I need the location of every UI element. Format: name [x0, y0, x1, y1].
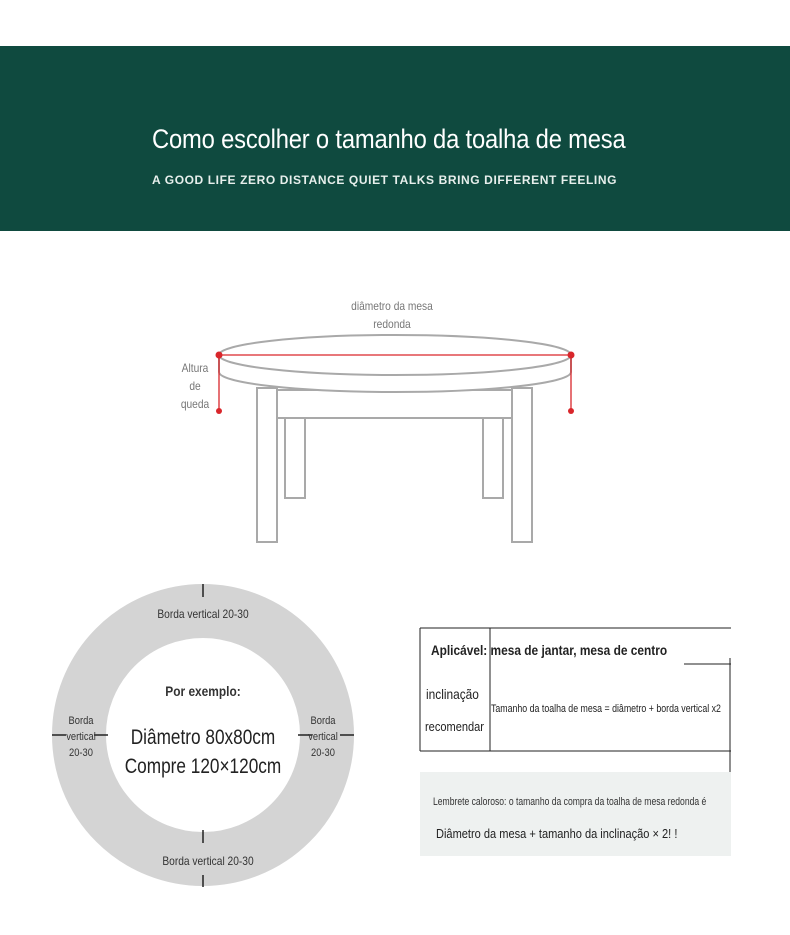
table-leg-back-left [285, 418, 305, 498]
diameter-dot-left [216, 352, 223, 359]
ring-left-line2: vertical [66, 731, 96, 743]
inclination-label: inclinação [426, 686, 479, 702]
ring-bottom-label: Borda vertical 20-30 [162, 854, 254, 868]
ring-left-line3: 20-30 [69, 747, 93, 759]
table-leg-front-left [257, 388, 277, 542]
recommend-label: recomendar [425, 719, 484, 734]
ring-left-line1: Borda [68, 715, 94, 727]
drop-label-line1: Altura [181, 361, 209, 375]
applicable-value: mesa de jantar, mesa de centro [490, 642, 668, 658]
table-leg-front-right [512, 388, 532, 542]
applicable-label: Aplicável: [431, 642, 488, 658]
ring-left-label [60, 713, 103, 761]
reminder-line1: Lembrete caloroso: o tamanho da compra da toalha de mesa redonda é [433, 796, 707, 808]
diameter-dot-right [568, 352, 575, 359]
ring-right-line3: 20-30 [311, 747, 335, 759]
diameter-example: Diâmetro 80x80cm [130, 726, 276, 749]
page-subtitle: A GOOD LIFE ZERO DISTANCE QUIET TALKS BRING DIFFERENT FEELING [152, 173, 618, 187]
diameter-label-line1: diâmetro da mesa [351, 299, 433, 313]
reminder-box [420, 772, 731, 856]
example-label: Por exemplo: [165, 683, 241, 699]
page-title: Como escolher o tamanho da toalha de mesa [152, 124, 626, 154]
drop-dot-right [568, 408, 574, 414]
size-formula: Tamanho da toalha de mesa = diâmetro + borda vertical x2 [491, 703, 721, 715]
ring-right-label [302, 713, 345, 761]
ring-right-line2: vertical [308, 731, 338, 743]
drop-label-line2: de [189, 379, 201, 393]
table-apron [277, 390, 512, 418]
reminder-line2: Diâmetro da mesa + tamanho da inclinação × 2! ! [436, 826, 678, 841]
drop-height-label [170, 359, 221, 413]
table-leg-back-right [483, 418, 503, 498]
drop-label-line3: queda [180, 397, 210, 411]
diameter-label [341, 297, 443, 333]
ring-right-line1: Borda [310, 715, 336, 727]
ring-top-label: Borda vertical 20-30 [157, 607, 249, 621]
applicable-row [431, 642, 667, 658]
buy-size-example: Compre 120×120cm [124, 755, 282, 778]
diameter-label-line2: redonda [373, 317, 411, 331]
